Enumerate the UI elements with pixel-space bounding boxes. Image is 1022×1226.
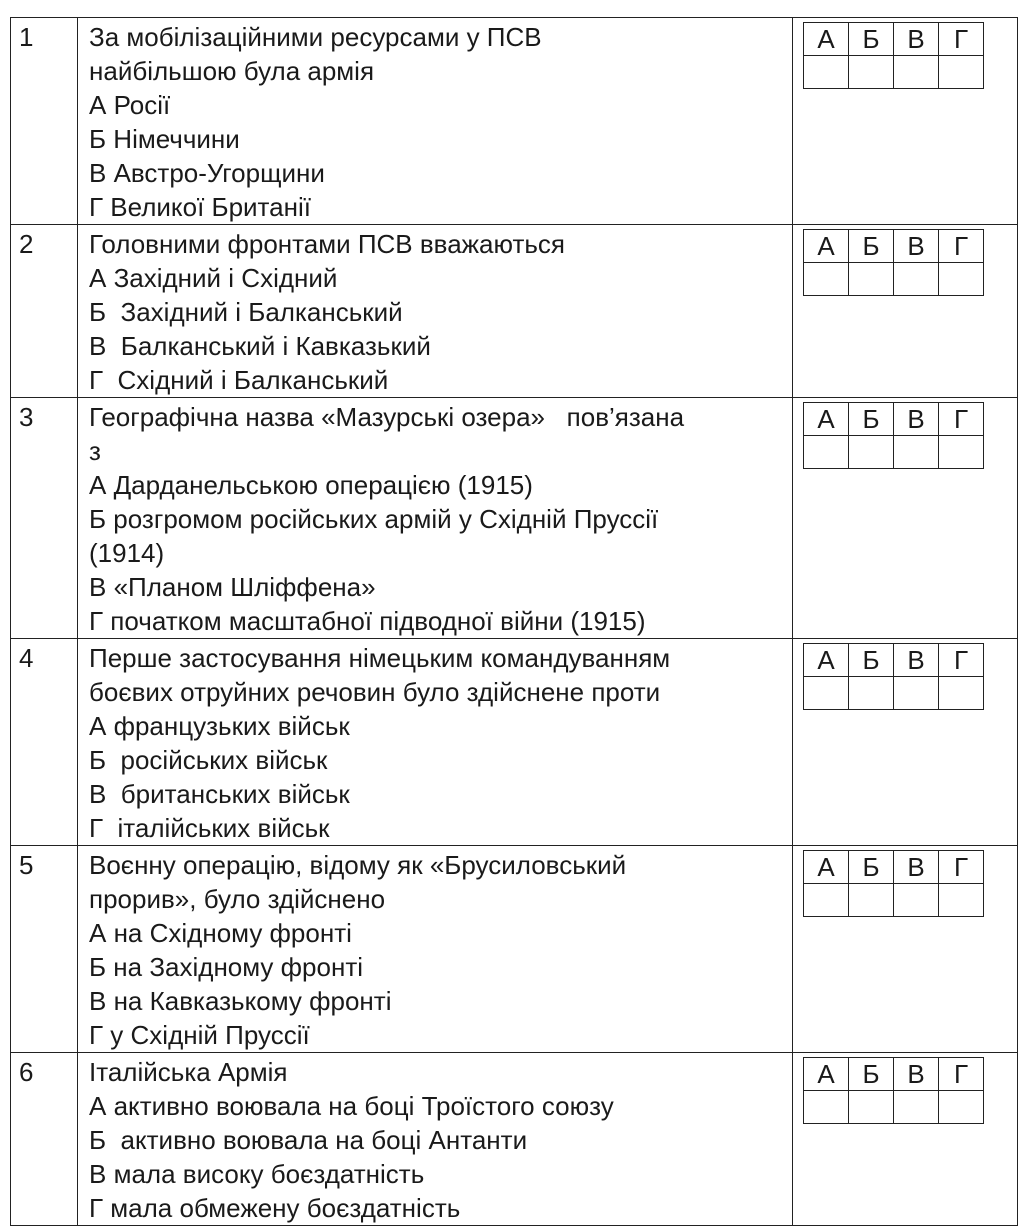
answer-letter: Б xyxy=(849,23,894,56)
answer-box[interactable] xyxy=(939,677,984,710)
question-text-line: Італійська Армія xyxy=(89,1057,288,1087)
question-text-line: боєвих отруйних речовин було здійснене проти xyxy=(89,677,661,707)
question-text-cell xyxy=(78,18,793,225)
answer-option: Б активно воювала на боці Антанти xyxy=(89,1125,528,1155)
answer-grid xyxy=(803,850,984,917)
answer-grid-boxes xyxy=(804,884,984,917)
answer-option: Б розгромом російських армій у Східній Пруссії xyxy=(89,504,659,534)
answer-cell xyxy=(793,18,1018,225)
answer-box[interactable] xyxy=(939,263,984,296)
question-number: 3 xyxy=(11,398,78,639)
answer-box[interactable] xyxy=(849,56,894,89)
answer-cell xyxy=(793,398,1018,639)
answer-option: В мала високу боєздатність xyxy=(89,1159,425,1189)
answer-grid-header xyxy=(804,403,984,436)
question-text-cell xyxy=(78,1053,793,1226)
answer-option: Г Великої Британії xyxy=(89,192,311,222)
question-text-line: найбільшою була армія xyxy=(89,56,375,86)
answer-option: Г мала обмежену боєздатність xyxy=(89,1193,461,1223)
answer-box[interactable] xyxy=(804,1091,849,1124)
question-number: 4 xyxy=(11,639,78,846)
answer-option: Г початком масштабної підводної війни (1915) xyxy=(89,606,646,636)
answer-option: В «Планом Шліффена» xyxy=(89,572,376,602)
answer-option: А на Східному фронті xyxy=(89,918,352,948)
answer-box[interactable] xyxy=(894,436,939,469)
question-number: 2 xyxy=(11,225,78,398)
answer-letter: А xyxy=(804,644,849,677)
answer-box[interactable] xyxy=(939,1091,984,1124)
answer-option: Б Німеччини xyxy=(89,124,240,154)
question-text-cell xyxy=(78,846,793,1053)
answer-box[interactable] xyxy=(804,56,849,89)
question-text-cell xyxy=(78,639,793,846)
answer-option: В Австро-Угорщини xyxy=(89,158,325,188)
answer-box[interactable] xyxy=(804,677,849,710)
answer-letter: Б xyxy=(849,644,894,677)
answer-option: Б на Західному фронті xyxy=(89,952,364,982)
answer-letter: В xyxy=(894,851,939,884)
answer-cell xyxy=(793,1053,1018,1226)
question-text-line: Головними фронтами ПСВ вважаються xyxy=(89,229,565,259)
answer-letter: Г xyxy=(939,403,984,436)
answer-letter: Г xyxy=(939,644,984,677)
answer-letter: А xyxy=(804,23,849,56)
answer-grid-boxes xyxy=(804,1091,984,1124)
question-text-line: прорив», було здійснено xyxy=(89,884,386,914)
answer-option: Б Західний і Балканський xyxy=(89,297,403,327)
answer-box[interactable] xyxy=(849,677,894,710)
answer-grid-header xyxy=(804,23,984,56)
answer-option: Г італійських військ xyxy=(89,813,330,843)
question-text-line: з xyxy=(89,436,101,466)
answer-box[interactable] xyxy=(849,1091,894,1124)
quiz-body xyxy=(11,18,1018,1226)
answer-grid xyxy=(803,643,984,710)
answer-box[interactable] xyxy=(804,436,849,469)
question-row xyxy=(11,225,1018,398)
question-row xyxy=(11,18,1018,225)
answer-box[interactable] xyxy=(849,884,894,917)
question-row xyxy=(11,639,1018,846)
answer-grid-header xyxy=(804,644,984,677)
question-number: 1 xyxy=(11,18,78,225)
answer-letter: Б xyxy=(849,851,894,884)
question-row xyxy=(11,398,1018,639)
answer-option: А Росії xyxy=(89,90,171,120)
answer-option: Г Східний і Балканський xyxy=(89,365,389,395)
answer-option: Б російських військ xyxy=(89,745,328,775)
answer-grid xyxy=(803,1057,984,1124)
answer-box[interactable] xyxy=(894,1091,939,1124)
answer-grid-header xyxy=(804,230,984,263)
answer-box[interactable] xyxy=(939,884,984,917)
answer-option: В на Кавказькому фронті xyxy=(89,986,392,1016)
answer-grid xyxy=(803,22,984,89)
answer-letter: А xyxy=(804,230,849,263)
question-text-line: Перше застосування німецьким командуванням xyxy=(89,643,671,673)
answer-letter: В xyxy=(894,23,939,56)
answer-grid-header xyxy=(804,1058,984,1091)
question-row xyxy=(11,846,1018,1053)
answer-letter: В xyxy=(894,230,939,263)
answer-cell xyxy=(793,846,1018,1053)
answer-option: А французьких військ xyxy=(89,711,350,741)
answer-box[interactable] xyxy=(894,677,939,710)
answer-option: А Західний і Східний xyxy=(89,263,338,293)
answer-box[interactable] xyxy=(849,436,894,469)
question-row xyxy=(11,1053,1018,1226)
question-text-cell xyxy=(78,398,793,639)
answer-box[interactable] xyxy=(849,263,894,296)
answer-letter: Г xyxy=(939,851,984,884)
question-text-cell xyxy=(78,225,793,398)
answer-option: Г у Східній Пруссії xyxy=(89,1020,310,1050)
answer-letter: В xyxy=(894,403,939,436)
answer-letter: В xyxy=(894,1058,939,1091)
quiz-table xyxy=(10,17,1018,1226)
answer-grid xyxy=(803,229,984,296)
question-text-line: Воєнну операцію, відому як «Брусиловський xyxy=(89,850,627,880)
answer-box[interactable] xyxy=(894,56,939,89)
answer-letter: А xyxy=(804,1058,849,1091)
answer-option: (1914) xyxy=(89,538,165,568)
answer-cell xyxy=(793,639,1018,846)
answer-option: А активно воювала на боці Троїстого союзу xyxy=(89,1091,614,1121)
answer-letter: Г xyxy=(939,230,984,263)
answer-letter: Г xyxy=(939,1058,984,1091)
answer-grid-boxes xyxy=(804,263,984,296)
answer-box[interactable] xyxy=(939,56,984,89)
answer-grid-boxes xyxy=(804,436,984,469)
answer-option: А Дарданельською операцією (1915) xyxy=(89,470,533,500)
answer-grid-header xyxy=(804,851,984,884)
answer-letter: А xyxy=(804,851,849,884)
answer-grid-boxes xyxy=(804,56,984,89)
answer-box[interactable] xyxy=(804,263,849,296)
answer-cell xyxy=(793,225,1018,398)
question-text-line: Географічна назва «Мазурські озера» пов’язана xyxy=(89,402,685,432)
question-number: 5 xyxy=(11,846,78,1053)
question-number: 6 xyxy=(11,1053,78,1226)
answer-letter: А xyxy=(804,403,849,436)
answer-letter: Г xyxy=(939,23,984,56)
answer-letter: Б xyxy=(849,230,894,263)
answer-letter: Б xyxy=(849,1058,894,1091)
answer-box[interactable] xyxy=(894,884,939,917)
answer-box[interactable] xyxy=(804,884,849,917)
answer-letter: В xyxy=(894,644,939,677)
question-text-line: За мобілізаційними ресурсами у ПСВ xyxy=(89,22,542,52)
answer-grid-boxes xyxy=(804,677,984,710)
answer-grid xyxy=(803,402,984,469)
answer-option: В Балканський і Кавказький xyxy=(89,331,431,361)
answer-letter: Б xyxy=(849,403,894,436)
answer-option: В британських військ xyxy=(89,779,350,809)
answer-box[interactable] xyxy=(939,436,984,469)
answer-box[interactable] xyxy=(894,263,939,296)
